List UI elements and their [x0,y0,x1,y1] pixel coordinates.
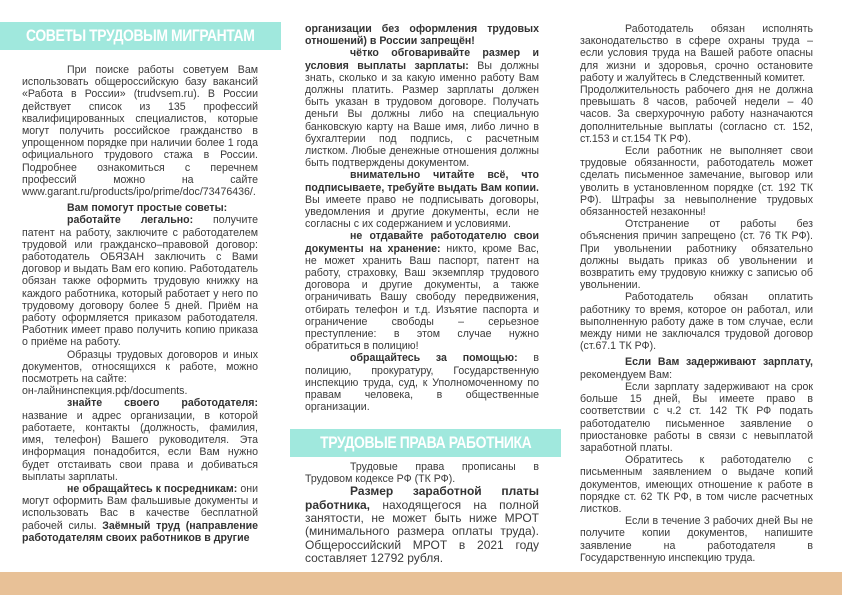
paragraph [305,485,539,565]
bold-text: Заёмный труд (направление работодателям своих работников в другие [22,519,258,544]
text: в полицию, прокуратуру, Государственную инспекцию труда, суд, к Уполномоченному по правам человека, в общественные организации. [305,352,539,414]
text: Образцы трудовых договоров и иных документов, относящихся к работе, можно посмотреть на сайте: [22,348,258,386]
paragraph [580,218,813,291]
text: никто, кроме Вас, не может хранить Ваш паспорт, патент на работу, страховку, Ваш экземпляр трудового договора и другие документы, а также ограничивать Вашу свободу передвижения, отбирать телефон и т.д. Изъятие паспорта и ограничение свободы – серьезное преступление: в этом случае нужно обратиться в полицию! [305,242,539,353]
section-header-rights [290,429,561,457]
text: Работодатель обязан оплатить работнику то время, которое он работал, или выполненную работу даже в том случае, если между ними не заключался трудовой договор (ст.67.1 ТК РФ). [580,291,813,353]
paragraph [580,356,813,380]
paragraph [22,349,258,398]
paragraph [305,230,539,352]
paragraph [22,483,258,544]
paragraph [580,23,813,84]
bold-text: Размер заработной платы работника, [305,484,539,512]
bold-text: не обращайтесь к посредникам: [67,482,238,495]
paragraph [580,145,813,218]
paragraph [580,454,813,515]
section-header-tips-title: СОВЕТЫ ТРУДОВЫМ МИГРАНТАМ [26,26,255,45]
column-1-text [22,64,258,544]
bold-text: знайте своего работодателя: [67,397,258,410]
text: Продолжительность рабочего дня не должна превышать 8 часов, рабочей недели – 40 часов. За сверхурочную работу назначаются дополнительные выплаты (согласно ст. 152, ст.153 и ст.154 ТК РФ). [580,84,813,145]
text: Вы должны знать, сколько и за какую именно работу Вам должны платить. Размер зарплаты должен быть указан в трудовом договоре. Получать деньги Вы должны либо на специальную банковскую карту на Ваше имя, либо лично в бухгалтерии под подпись, с расчетным листком. Любые денежные отношения должны быть подтверждены документом. [305,59,539,170]
text: получите патент на работу, заключите с работодателем трудовой или гражданско–правовой договор: работодатель ОБЯЗАН заключить с Вами договор и выдать Вам его копию. Работодатель обязан также оформить трудовую книжку на каждого работника, который работает у него по трудовому договору более 5 дней. Приём на работу оформляется приказом работодателя. Работник имеет право получить копию приказа о приёме на работу. [22,214,258,349]
column-2-text [305,23,539,414]
text: Обратитесь к работодателю с письменным заявлением о выдаче копий документов, имеющих отношение к работе в порядке ст. 62 ТК РФ, в том числе расчетных листков. [580,454,813,515]
text: Трудовые права прописаны в Трудовом кодексе РФ (ТК РФ). [305,461,539,486]
paragraph [305,169,539,230]
section-header-rights-title: ТРУДОВЫЕ ПРАВА РАБОТНИКА [319,433,532,452]
footer-band [0,572,842,595]
bold-text: Если Вам задерживают зарплату, [625,356,813,369]
bold-text: чётко обговаривайте размер и условия выплаты зарплаты: [305,47,539,72]
text: Если зарплату задерживают на срок больше 15 дней, Вы имеете право в соответствии с ч.2 ст. 142 ТК РФ подать работодателю письменное заявление о приостановке работы в связи с невыплатой заработной платы. [580,380,813,454]
bold-text: внимательно читайте всё, что подписываете, требуйте выдать Вам копии. [305,169,539,194]
bold-text: Вам помогут простые советы: [67,202,228,215]
column-3-text [580,23,813,564]
text: Если работник не выполняет свои трудовые обязанности, работодатель может сделать письменное замечание, выговор или уволить в установленном порядке (ст. 192 ТК РФ). Штрафы за невыполнение трудовых обязанностей незаконны! [580,145,813,219]
text: Вы имеете право не подписывать договоры, уведомления и другие документы, если не согласны с их содержанием и условиями. [305,193,539,231]
text: рекомендуем Вам: [580,368,673,381]
paragraph [305,47,539,169]
text: название и адрес организации, в которой работаете, контакты (должность, фамилия, имя, телефон) Вашего руководителя. Эта информация понадобится, если Вам нужно будет отстаивать свои права и добиваться выплаты зарплаты. [22,409,258,483]
paragraph [305,23,539,47]
paragraph [305,461,539,485]
text: При поиске работы советуем Вам использовать общероссийскую базу вакансий «Работа в России» (trudvsem.ru). В России действует список из 135 профессий квалифицированных специалистов, которые могут получить российское гражданство в упрощенном порядке при наличии более 1 года официального трудового стажа в России. Подробнее ознакомиться с перечнем профессий можно на сайте www.garant.ru/products/ipo/prime/doc/73476436/. [22,64,258,199]
paragraph [22,64,258,198]
paragraph [305,352,539,413]
rights-section-text [305,461,539,565]
paragraph [580,381,813,454]
paragraph [580,84,813,145]
text: Отстранение от работы без объяснения причин запрещено (ст. 76 ТК РФ). При увольнении работнику обязательно должны выдать приказ об увольнении и возвратить ему трудовую книжку с записью об увольнении. [580,218,813,292]
paragraph [22,214,258,348]
text: находящегося на полной занятости, не может быть ниже МРОТ (минимального размера оплаты труда). Общероссийский МРОТ в 2021 году составляет 12792 рубля. [305,497,539,565]
bold-text: не отдавайте работодателю свои документы на хранение: [305,230,539,255]
paragraph [580,515,813,564]
bold-text: работайте легально: [67,214,194,227]
paragraph [22,202,258,214]
text: Если в течение 3 рабочих дней Вы не получите копии документов, напишите заявление на работодателя в Государственную инспекцию труда. [580,515,813,564]
text: он-лайнинспекция.рф/documents. [22,385,188,398]
text: они могут оформить Вам фальшивые документы и использовать Вас в качестве бесплатной рабочей силы. [22,482,259,532]
bold-text: обращайтесь за помощью: [350,352,518,365]
section-header-tips [0,22,281,50]
paragraph [22,397,258,482]
bold-text: организации без оформления трудовых отношений) в России запрещён! [305,23,539,48]
text: Работодатель обязан исполнять законодательство в сфере охраны труда – если условия труда на Вашей работе опасны для жизни и здоровья, срочно остановите работу и жалуйтесь в Следственный комитет. [580,23,813,84]
paragraph [580,291,813,352]
